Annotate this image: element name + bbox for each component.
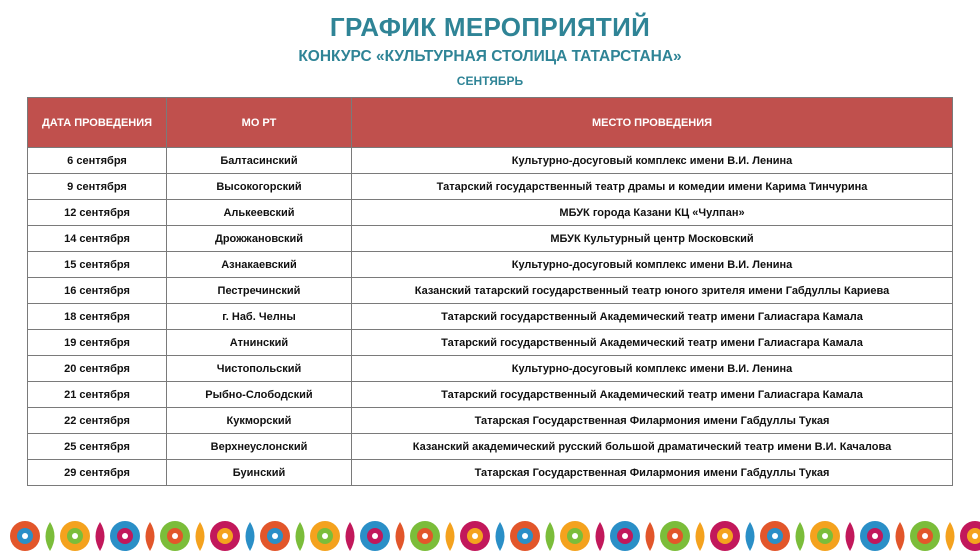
cell-date: 29 сентября xyxy=(28,460,167,486)
ornament-motif xyxy=(210,521,255,551)
ornament-pattern xyxy=(0,518,980,551)
ornament-motif xyxy=(110,521,155,551)
cell-municipality: Кукморский xyxy=(167,408,352,434)
cell-municipality: Алькеевский xyxy=(167,200,352,226)
table-header-row xyxy=(28,98,953,148)
cell-date: 21 сентября xyxy=(28,382,167,408)
cell-venue: Казанский татарский государственный театр юного зрителя имени Габдуллы Кариева xyxy=(352,278,953,304)
cell-venue: Татарский государственный Академический театр имени Галиасгара Камала xyxy=(352,330,953,356)
cell-municipality: Дрожжановский xyxy=(167,226,352,252)
cell-venue: Культурно-досуговый комплекс имени В.И. Ленина xyxy=(352,148,953,174)
table-row xyxy=(28,304,953,330)
cell-municipality: Рыбно-Слободский xyxy=(167,382,352,408)
cell-date: 19 сентября xyxy=(28,330,167,356)
ornament-motif xyxy=(10,521,55,551)
cell-venue: Татарский государственный Академический театр имени Галиасгара Камала xyxy=(352,304,953,330)
cell-date: 22 сентября xyxy=(28,408,167,434)
table-row xyxy=(28,252,953,278)
table-row xyxy=(28,408,953,434)
ornament-motif xyxy=(710,521,755,551)
cell-venue: Культурно-досуговый комплекс имени В.И. Ленина xyxy=(352,356,953,382)
ornament-motif xyxy=(610,521,655,551)
cell-municipality: Чистопольский xyxy=(167,356,352,382)
column-header-date: ДАТА ПРОВЕДЕНИЯ xyxy=(28,98,167,148)
table-row xyxy=(28,226,953,252)
tatar-ornament-border xyxy=(0,518,980,551)
cell-date: 14 сентября xyxy=(28,226,167,252)
table-row xyxy=(28,356,953,382)
cell-municipality: Верхнеуслонский xyxy=(167,434,352,460)
column-header-municipality: МО РТ xyxy=(167,98,352,148)
cell-municipality: Азнакаевский xyxy=(167,252,352,278)
cell-municipality: Атнинский xyxy=(167,330,352,356)
ornament-motif xyxy=(910,521,955,551)
cell-date: 9 сентября xyxy=(28,174,167,200)
ornament-motif xyxy=(960,521,980,551)
cell-venue: МБУК города Казани КЦ «Чулпан» xyxy=(352,200,953,226)
cell-venue: Казанский академический русский большой драматический театр имени В.И. Качалова xyxy=(352,434,953,460)
cell-municipality: г. Наб. Челны xyxy=(167,304,352,330)
cell-venue: Татарская Государственная Филармония имени Габдуллы Тукая xyxy=(352,408,953,434)
ornament-motif xyxy=(560,521,605,551)
events-table xyxy=(27,97,953,486)
table-row xyxy=(28,174,953,200)
table-row xyxy=(28,434,953,460)
cell-date: 15 сентября xyxy=(28,252,167,278)
table-row xyxy=(28,278,953,304)
column-header-venue: МЕСТО ПРОВЕДЕНИЯ xyxy=(352,98,953,148)
cell-municipality: Буинский xyxy=(167,460,352,486)
cell-municipality: Пестречинский xyxy=(167,278,352,304)
page-title: ГРАФИК МЕРОПРИЯТИЙ xyxy=(329,12,651,42)
page-subtitle: КОНКУРС «КУЛЬТУРНАЯ СТОЛИЦА ТАТАРСТАНА» xyxy=(298,48,682,65)
table-row xyxy=(28,148,953,174)
cell-date: 6 сентября xyxy=(28,148,167,174)
ornament-motif xyxy=(260,521,305,551)
cell-municipality: Высокогорский xyxy=(167,174,352,200)
cell-venue: МБУК Культурный центр Московский xyxy=(352,226,953,252)
cell-venue: Культурно-досуговый комплекс имени В.И. Ленина xyxy=(352,252,953,278)
ornament-motif xyxy=(510,521,555,551)
ornament-motif xyxy=(860,521,905,551)
month-label: СЕНТЯБРЬ xyxy=(456,74,524,88)
ornament-motif xyxy=(360,521,405,551)
ornament-motif xyxy=(310,521,355,551)
ornament-motif xyxy=(460,521,505,551)
ornament-motif xyxy=(60,521,105,551)
ornament-motif xyxy=(160,521,205,551)
ornament-motif xyxy=(760,521,805,551)
cell-venue: Татарская Государственная Филармония имени Габдуллы Тукая xyxy=(352,460,953,486)
cell-date: 20 сентября xyxy=(28,356,167,382)
cell-date: 18 сентября xyxy=(28,304,167,330)
cell-date: 25 сентября xyxy=(28,434,167,460)
cell-venue: Татарский государственный Академический театр имени Галиасгара Камала xyxy=(352,382,953,408)
cell-date: 12 сентября xyxy=(28,200,167,226)
table-row xyxy=(28,382,953,408)
table-row xyxy=(28,460,953,486)
ornament-motif xyxy=(810,521,855,551)
ornament-motif xyxy=(660,521,705,551)
ornament-motif xyxy=(410,521,455,551)
table-row xyxy=(28,200,953,226)
cell-date: 16 сентября xyxy=(28,278,167,304)
cell-municipality: Балтасинский xyxy=(167,148,352,174)
table-row xyxy=(28,330,953,356)
cell-venue: Татарский государственный театр драмы и комедии имени Карима Тинчурина xyxy=(352,174,953,200)
